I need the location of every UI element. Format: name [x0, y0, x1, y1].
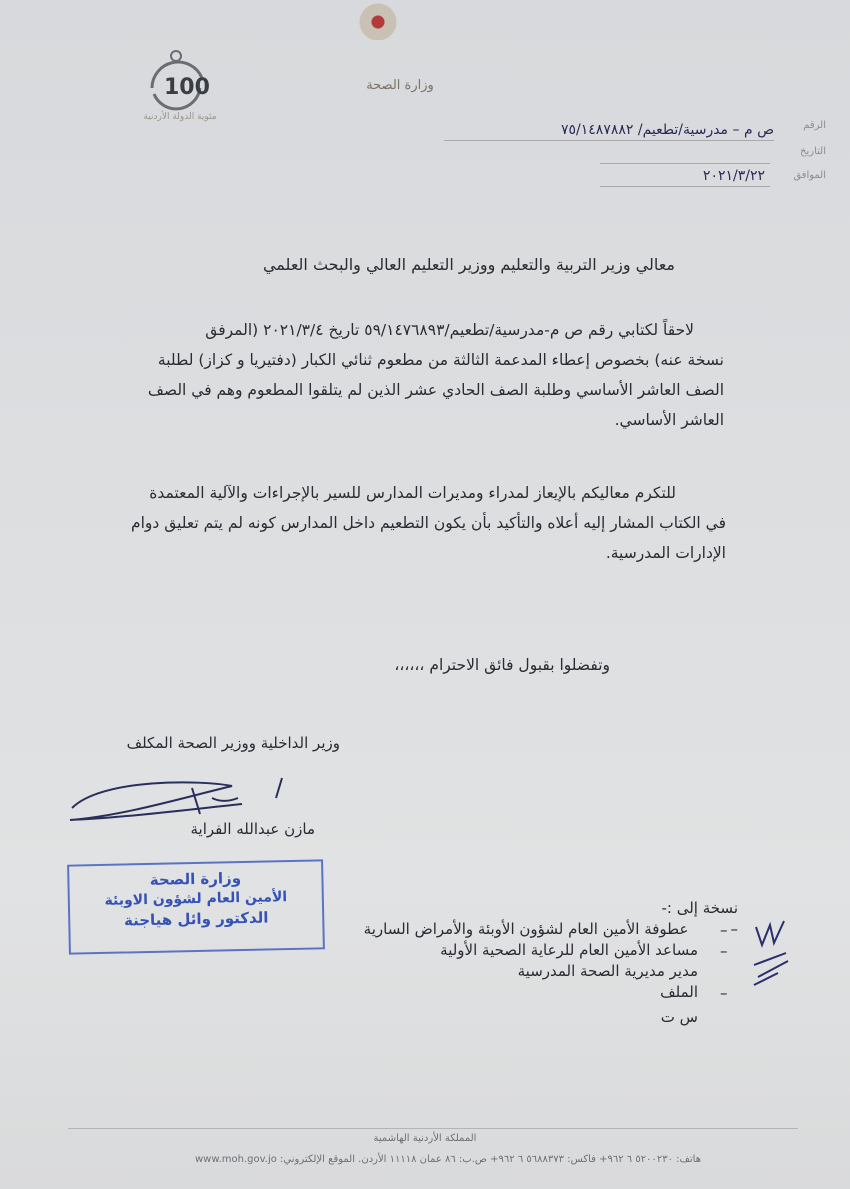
stamp-line-3: الدكتور وائل هياجنة — [123, 908, 269, 930]
reference-number-line — [444, 140, 774, 141]
paragraph-1 — [118, 315, 724, 435]
copies-item-text: الملف — [660, 983, 698, 1001]
list-dash: – — [730, 920, 738, 938]
paragraph-1-line: نسخة عنه) بخصوص إعطاء المدعمة الثالثة من مطعوم ثنائي الكبار (دفتيريا و كزاز) لطلبة — [157, 351, 724, 369]
hijri-date-line — [600, 186, 770, 187]
addressee: معالي وزير التربية والتعليم ووزير التعليم العالي والبحث العلمي — [262, 255, 675, 274]
stamp-line-2: الأمين العام لشؤون الاوبئة — [104, 889, 288, 909]
copies-item — [300, 982, 738, 1003]
paragraph-1-line: الصف العاشر الأساسي وطلبة الصف الحادي عشر الذين لم يتلقوا المطعوم وهم في الصف — [147, 381, 724, 399]
paragraph-1-line: العاشر الأساسي. — [614, 411, 724, 429]
hijri-date-label: الموافق — [793, 170, 826, 181]
letter-date-value: ٢٠٢١/٣/٢٢ — [702, 168, 765, 184]
reference-number-label: الرقم — [803, 120, 826, 131]
date-label: التاريخ — [800, 146, 826, 157]
paragraph-1-line: لاحقاً لكتابي رقم ص م-مدرسية/تطعيم/٥٩/١٤٧٦٨٩٣ تاريخ ٢٠٢١/٣/٤ (المرفق — [205, 321, 694, 339]
paragraph-2-line: للتكرم معاليكم بالإيعاز لمدراء ومديرات المدارس للسير بالإجراءات والآلية المعتمدة — [149, 484, 676, 502]
coat-of-arms-emblem — [358, 0, 398, 40]
typist-initials: س ت — [660, 1008, 698, 1026]
centennial-emblem-icon — [140, 48, 220, 112]
paragraph-2 — [110, 478, 726, 568]
reference-number-value: ص م – مدرسية/تطعيم/ ٧٥/١٤٨٧٨٨٢ — [561, 122, 774, 138]
copies-dashes: – – – — [720, 921, 728, 1002]
closing-line: وتفضلوا بقبول فائق الاحترام ،،،،،، — [394, 656, 610, 674]
centennial-number: 100 — [164, 75, 210, 100]
copies-item — [300, 961, 738, 982]
footer-country: المملكة الأردنية الهاشمية — [373, 1133, 477, 1144]
copies-item-text: مساعد الأمين العام للرعاية الصحية الأولية — [440, 941, 698, 959]
paragraph-2-line: في الكتاب المشار إليه أعلاه والتأكيد بأن يكون التطعيم داخل المدارس كونه لم يتم تعليق دوام — [130, 514, 726, 532]
signatory-name: مازن عبدالله الفراية — [190, 820, 315, 838]
copies-item — [300, 940, 738, 961]
footer-contact: هاتف: ٥٢٠٠٢٣٠ ٦ ٩٦٢+ فاكس: ٥٦٨٨٣٧٣ ٦ ٩٦٢+ ص.ب: ٨٦ عمان ١١١١٨ الأردن. الموقع الإلكتروني: www.moh.gov.jo — [195, 1154, 701, 1165]
copies-item-text: مدير مديرية الصحة المدرسية — [517, 962, 698, 980]
signatory-title: وزير الداخلية ووزير الصحة المكلف — [126, 734, 340, 752]
centennial-logo — [140, 48, 220, 112]
stamp-line-1: وزارة الصحة — [149, 869, 242, 889]
copies-section — [300, 898, 738, 1028]
handwritten-initials — [748, 915, 798, 1005]
centennial-subtitle: مئوية الدولة الأردنية — [143, 112, 217, 122]
date-line — [600, 163, 770, 164]
copies-heading: نسخة إلى :- — [661, 899, 738, 917]
copies-item — [300, 919, 738, 940]
official-stamp — [67, 859, 325, 954]
footer-divider — [68, 1128, 798, 1129]
paragraph-2-line: الإدارات المدرسية. — [605, 544, 726, 562]
copies-item-text: عطوفة الأمين العام لشؤون الأوبئة والأمراض السارية — [363, 920, 689, 938]
ministry-name: وزارة الصحة — [366, 78, 434, 93]
